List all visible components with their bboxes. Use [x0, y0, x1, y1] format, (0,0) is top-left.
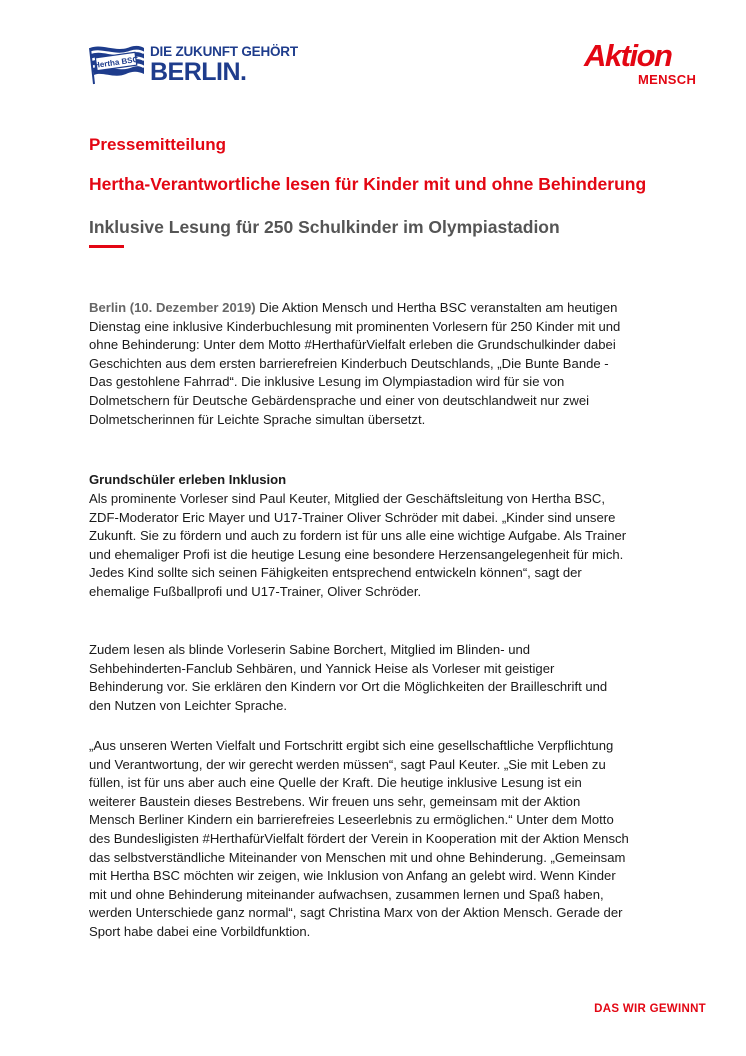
footer-tagline: DAS WIR GEWINNT: [594, 1003, 706, 1015]
hertha-flag-icon: [88, 44, 146, 86]
aktion-mensch-logo: [584, 40, 710, 92]
slogan-line1: DIE ZUKUNFT GEHÖRT: [150, 44, 298, 59]
paragraph-4-text: „Aus unseren Werten Vielfalt und Fortschritt ergibt sich eine gesellschaftliche Verpflichtung und Verantwortung, der wir gerecht werden müssen“, sagt Paul Keuter. „Sie mit Leben zu füllen, ist für uns aber auch eine Quelle der Kraft. Die heutige inklusive Lesung ist ein weiterer Baustein dieses Bestrebens. Wir freuen uns sehr, gemeinsam mit der Aktion Mensch Berliner Kindern ein barrierefreies Leseerlebnis zu ermöglichen.“ Unter dem Motto des Bundesligisten #HerthafürVielfalt fördert der Verein in Kooperation mit der Aktion Mensch das selbstverständliche Miteinander von Menschen mit und ohne Behinderung. „Gemeinsam mit Hertha BSC möchten wir zeigen, wie Inklusion von Anfang an gelebt wird. Wenn Kinder mit und ohne Behinderung miteinander aufwachsen, zusammen lernen und Spaß haben, werden Unterschiede ganz normal“, sagt Christina Marx von der Aktion Mensch. Gerade der Sport habe dabei eine Vorbildfunktion.: [89, 738, 629, 939]
hertha-flag-text: Hertha BSC: [93, 54, 139, 71]
paragraph-3: [89, 641, 629, 715]
dateline: Berlin (10. Dezember 2019): [89, 300, 256, 315]
headline: Hertha-Verantwortliche lesen für Kinder mit und ohne Behinderung: [89, 174, 647, 194]
mensch-word: MENSCH: [638, 72, 697, 87]
hertha-slogan: [150, 44, 298, 85]
paragraph-4: [89, 737, 629, 942]
subheadline: Inklusive Lesung für 250 Schulkinder im Olympiastadion: [89, 217, 560, 237]
hertha-logo: [88, 44, 298, 86]
slogan-line2: BERLIN.: [150, 57, 247, 86]
document-label: Pressemitteilung: [89, 135, 226, 154]
paragraph-2-text: Als prominente Vorleser sind Paul Keuter, Mitglied der Geschäftsleitung von Hertha BSC, ZDF-Moderator Eric Mayer und U17-Trainer Oliver Schröder mit dabei. „Kinder sind unsere Zukunft. Sie zu fördern und auch zu fordern ist für uns alle eine wichtige Aufgabe. Als Trainer und ehemaliger Profi ist die heutige Lesung eine besondere Herzensangelegenheit für mich. Jedes Kind sollte sich seinen Fähigkeiten entsprechend entwickeln können“, sagt der ehemalige Fußballprofi und U17-Trainer, Oliver Schröder.: [89, 491, 627, 599]
paragraph-2: [89, 490, 629, 602]
aktion-word: Aktion: [584, 38, 672, 73]
paragraph-3-text: Zudem lesen als blinde Vorleserin Sabine Borchert, Mitglied im Blinden- und Sehbehinderten-Fanclub Sehbären, und Yannick Heise als Vorleser mit geistiger Behinderung vor. Sie erklären den Kindern vor Ort die Möglichkeiten der Brailleschrift und den Nutzen von Leichter Sprache.: [89, 642, 608, 713]
title-divider: [89, 245, 124, 248]
paragraph-1: Die Aktion Mensch und Hertha BSC veranstalten am heutigen Dienstag eine inklusive Kinderbuchlesung mit prominenten Vorlesern für 250 Kinder mit und ohne Behinderung: Unter dem Motto #HerthafürVielfalt erleben die Grundschulkinder dabei Geschichten aus dem ersten barrierefreien Kinderbuch Deutschlands, „Die Bunte Bande - Das gestohlene Fahrrad“. Die inklusive Lesung im Olympiastadion wird für sie von Dolmetschern für Deutsche Gebärdensprache und einer von deutschlandweit nur zwei Dolmetscherinnen für Leichte Sprache simultan übersetzt.: [89, 300, 621, 427]
paragraph-intro: [89, 299, 629, 429]
section-heading: Grundschüler erleben Inklusion: [89, 472, 287, 487]
